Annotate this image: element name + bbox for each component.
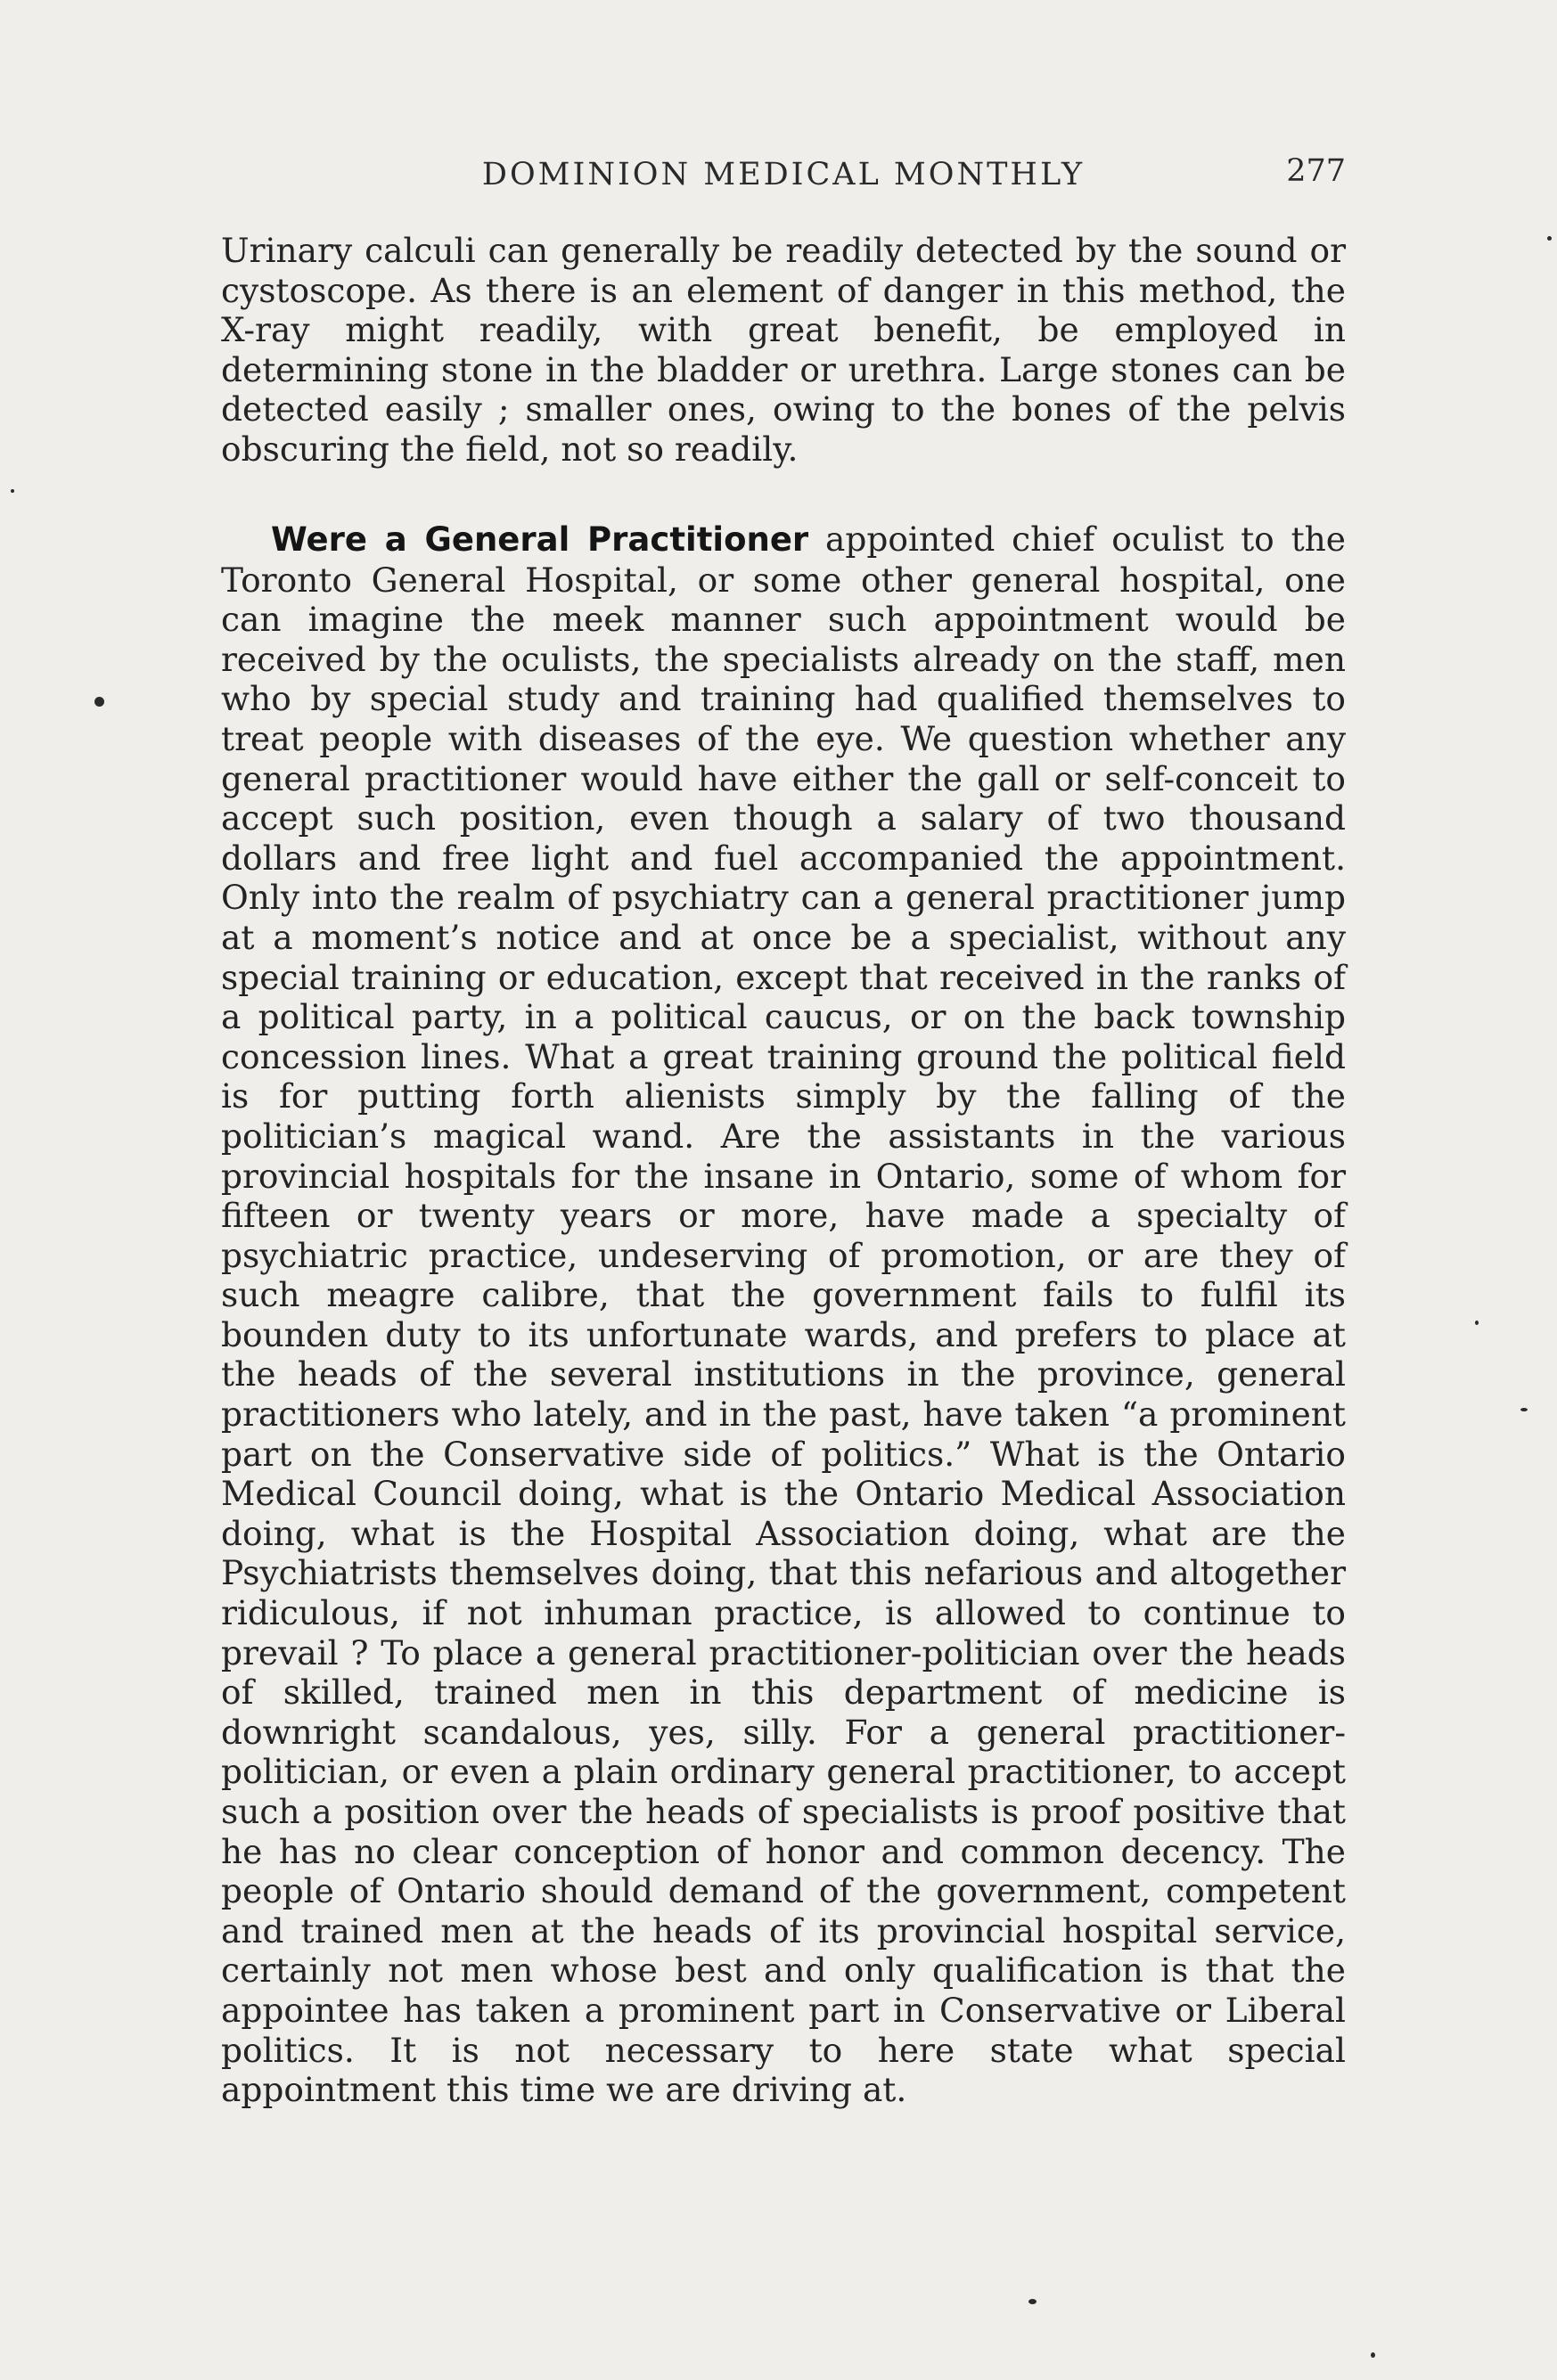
paragraph-urinary-calculi [221, 231, 1346, 470]
run-in-heading: Were a General Practitioner [271, 520, 809, 559]
paragraph-body [221, 519, 1346, 2110]
paragraph-text: appointed chief oculist to the Toronto General Hospital, or some other general hospital, one can imagine the meek manner such appointment would be received by the oculists, the specialists already on the staff, men who by special study and training had qualified themselves to treat people with diseases of the eye. We question whether any general practitioner would have either the gall or self-conceit to accept such position, even though a salary of two thousand dollars and free light and fuel accompanied the appointment. Only into the realm of psychiatry can a general practitioner jump at a moment’s notice and at once be a specialist, without any special training or education, except that received in the ranks of a political party, in a political caucus, or on the back township concession lines. What a great training ground the political field is for putting forth alienists simply by the falling of the politician’s magical wand. Are the assistants in the various provincial hospitals for the insane in Ontario, some of whom for fifteen or twenty years or more, have made a specialty of psychiatric practice, undeserving of promotion, or are they of such meagre calibre, that the government fails to fulfil its bounden duty to its unfortunate wards, and prefers to place at the heads of the several institutions in the province, general practitioners who lately, and in the past, have taken “a prominent part on the Conservative side of politics.” What is the Ontario Medical Council doing, what is the Ontario Medical Association doing, what is the Hospital Association doing, what are the Psychiatrists themselves doing, that this nefarious and altogether ridiculous, if not inhuman practice, is allowed to continue to prevail ? To place a general practitioner-politician over the heads of skilled, trained men in this department of medicine is downright scandalous, yes, silly. For a general practitioner-politician, or even a plain ordinary general practitioner, to accept such a position over the heads of specialists is proof positive that he has no clear conception of honor and common decency. The people of Ontario should demand of the government, competent and trained men at the heads of its provincial hospital service, certainly not men whose best and only qualification is that the appointee has taken a prominent part in Conservative or Liberal politics. It is not necessary to here state what special appointment this time we are driving at. [221, 519, 1346, 2110]
running-header [221, 151, 1346, 196]
journal-title: DOMINION MEDICAL MONTHLY [481, 157, 1086, 192]
scan-speck [11, 489, 14, 493]
scan-speck [1371, 2352, 1375, 2358]
paragraph-text: Urinary calculi can generally be readily detected by the sound or cystoscope. As there is an element of danger in this method, the X-ray might readily, with great benefit, be employed in determining stone in the bladder or urethra. Large stones can be detected easily ; smaller ones, owing to the bones of the pelvis obscuring the field, not so readily. [221, 231, 1346, 469]
scan-speck [94, 697, 104, 707]
scan-speck [1028, 2299, 1037, 2304]
page-number: 277 [1286, 153, 1346, 189]
scan-speck [1547, 236, 1552, 241]
scan-speck [1475, 1321, 1479, 1325]
scan-speck [1520, 1408, 1528, 1411]
paragraph-general-practitioner [221, 519, 1346, 2110]
